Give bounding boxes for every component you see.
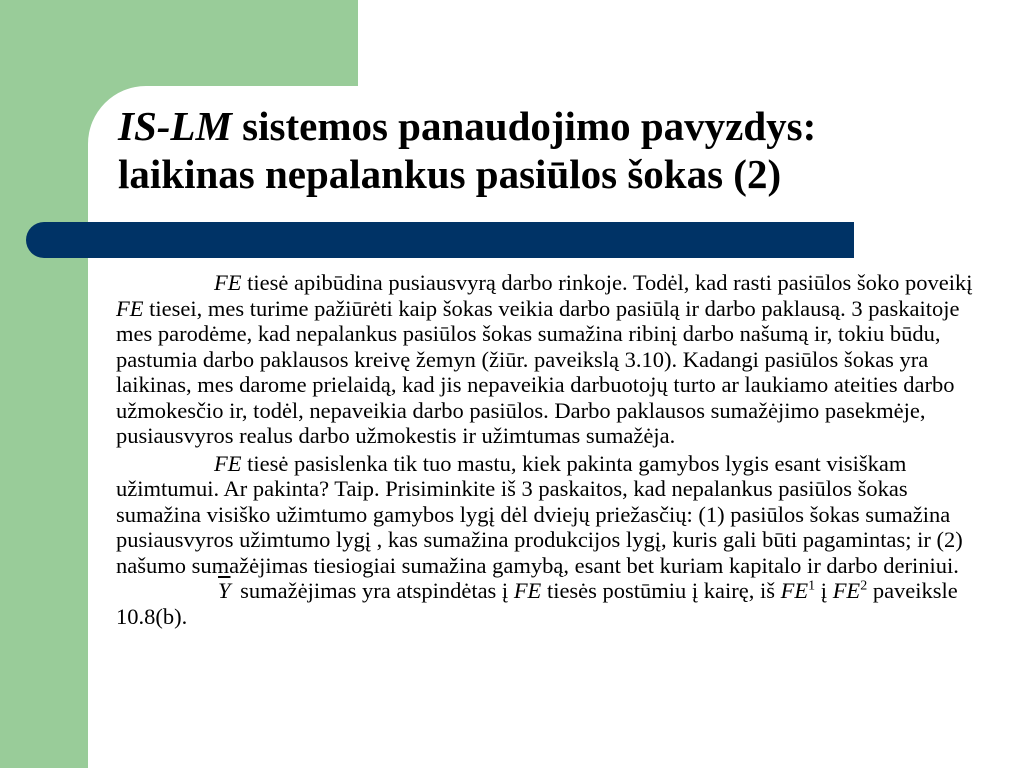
paragraph-text: sumažėjimas yra atspindėtas į xyxy=(234,578,514,603)
paragraph-1 xyxy=(116,270,991,449)
paragraph-text: tiesė apibūdina pusiausvyrą darbo rinkoje. Todėl, kad rasti pasiūlos šoko poveikį xyxy=(241,270,973,295)
slide-title xyxy=(118,102,1008,198)
fe-term: FE xyxy=(214,270,242,295)
title-line2: laikinas nepalankus pasiūlos šokas (2) xyxy=(118,151,782,197)
fe-term: FE xyxy=(214,450,242,476)
paragraph-text: tiesė pasislenka tik tuo mastu, kiek pakinta gamybos lygis esant visiškam užimtumui. Ar pakinta? Taip. Prisiminkite iš 3 paskaitos, kad nepalankus pasiūlos šokas sumažina visiško užimtumo gamybos lygį dėl dviejų priežasčių: (1) pasiūlos šokas sumažina pusiausvyros užimtumo lygį , kas sumažina produkcijos lygį, kuris gali būti pagamintas; ir (2) našumo sumažėjimas tiesiogiai sumažina gamybą, esant bet kuriam kapitalo ir darbo deriniui. xyxy=(116,450,963,578)
paragraph-text: tiesei, mes turime pažiūrėti kaip šokas veikia darbo pasiūlą ir darbo paklausą. 3 paskaitoje mes parodėme, kad nepalankus pasiūlos šokas sumažina ribinį darbo našumą ir, tokiu būdu, pastumia darbo paklausos kreivę žemyn (žiūr. paveikslą 3.10). Kadangi pasiūlos šokas yra laikinas, mes darome prielaidą, kad jis nepaveikia darbuotojų turto ar laukiamo ateities darbo užmokesčio ir, todėl, nepaveikia darbo pasiūlos. Darbo paklausos sumažėjimo pasekmėje, pusiausvyros realus darbo užmokestis ir užimtumas sumažėja. xyxy=(116,295,960,448)
fe-term: FE xyxy=(513,578,542,603)
superscript-2: 2 xyxy=(860,578,868,594)
paragraph-text: paveiksle 10.8(b). xyxy=(116,578,958,629)
paragraph-text: į xyxy=(815,578,833,603)
slide-body xyxy=(116,270,991,629)
superscript-1: 1 xyxy=(808,578,816,594)
title-italic-part: IS-LM xyxy=(118,103,232,149)
fe-term: FE xyxy=(116,295,144,321)
paragraph-2 xyxy=(116,451,991,630)
title-line1: sistemos panaudojimo pavyzdys: xyxy=(231,103,817,149)
y-bar-symbol: $\overline{Y}$ xyxy=(218,578,231,603)
title-divider-bar xyxy=(26,222,854,258)
paragraph-text: tiesės postūmiu į kairę, iš xyxy=(541,578,781,603)
fe-term: FE xyxy=(832,578,861,603)
fe-term: FE xyxy=(780,578,809,603)
